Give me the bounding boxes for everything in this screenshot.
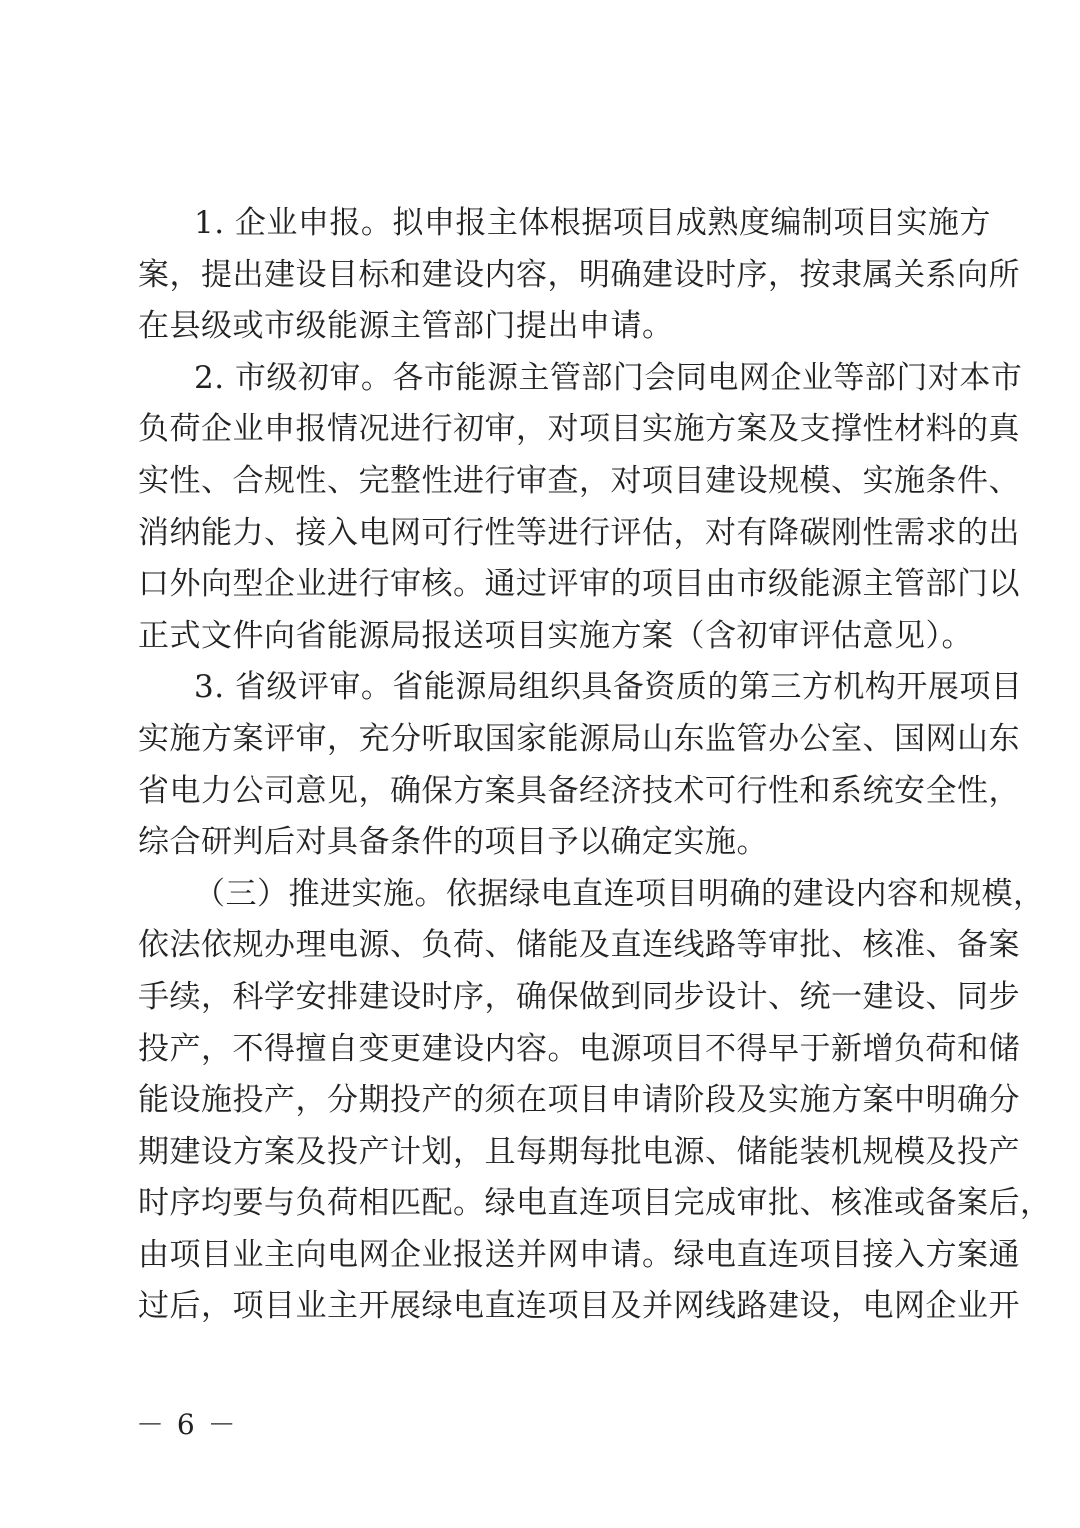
text-line: 依法依规办理电源、负荷、储能及直连线路等审批、核准、备案 xyxy=(138,927,1020,964)
text-line: 2. 市级初审。各市能源主管部门会同电网企业等部门对本市 xyxy=(194,359,1023,396)
text-line: 能设施投产，分期投产的须在项目申请阶段及实施方案中明确分 xyxy=(138,1082,1020,1119)
text-line: 时序均要与负荷相匹配。绿电直连项目完成审批、核准或备案后， xyxy=(138,1185,1052,1222)
text-line: 正式文件向省能源局报送项目实施方案（含初审评估意见）。 xyxy=(138,617,973,654)
paragraph-enterprise-application xyxy=(138,198,1020,353)
text-line: 由项目业主向电网企业报送并网申请。绿电直连项目接入方案通 xyxy=(138,1236,1020,1273)
text-line: 案，提出建设目标和建设内容，明确建设时序，按隶属关系向所 xyxy=(138,256,1020,293)
text-line: 投产，不得擅自变更建设内容。电源项目不得早于新增负荷和储 xyxy=(138,1030,1020,1067)
text-line: 实性、合规性、完整性进行审查，对项目建设规模、实施条件、 xyxy=(138,462,1020,499)
text-line: 3. 省级评审。省能源局组织具备资质的第三方机构开展项目 xyxy=(194,669,1023,706)
text-line: 在县级或市级能源主管部门提出申请。 xyxy=(138,308,674,345)
paragraph-municipal-review xyxy=(138,353,1023,663)
text-line: 负荷企业申报情况进行初审，对项目实施方案及支撑性材料的真 xyxy=(138,411,1020,448)
text-line: 综合研判后对具备条件的项目予以确定实施。 xyxy=(138,824,768,861)
text-line: 1. 企业申报。拟申报主体根据项目成熟度编制项目实施方 xyxy=(194,205,991,241)
text-line: 省电力公司意见，确保方案具备经济技术可行性和系统安全性， xyxy=(138,772,1020,809)
page-number: － 6 － xyxy=(136,1408,238,1441)
text-line: 手续，科学安排建设时序，确保做到同步设计、统一建设、同步 xyxy=(138,978,1020,1015)
text-line: 期建设方案及投产计划，且每期每批电源、储能装机规模及投产 xyxy=(138,1133,1020,1170)
paragraph-implementation xyxy=(138,869,1052,1333)
text-line: 消纳能力、接入电网可行性等进行评估，对有降碳刚性需求的出 xyxy=(138,514,1020,551)
text-line: （三）推进实施。依据绿电直连项目明确的建设内容和规模， xyxy=(194,875,1045,912)
text-line: 口外向型企业进行审核。通过评审的项目由市级能源主管部门以 xyxy=(138,566,1020,603)
document-body xyxy=(138,198,1052,1333)
text-line: 过后，项目业主开展绿电直连项目及并网线路建设，电网企业开 xyxy=(138,1288,1020,1325)
paragraph-provincial-review xyxy=(138,662,1023,868)
text-line: 实施方案评审，充分听取国家能源局山东监管办公室、国网山东 xyxy=(138,720,1020,757)
